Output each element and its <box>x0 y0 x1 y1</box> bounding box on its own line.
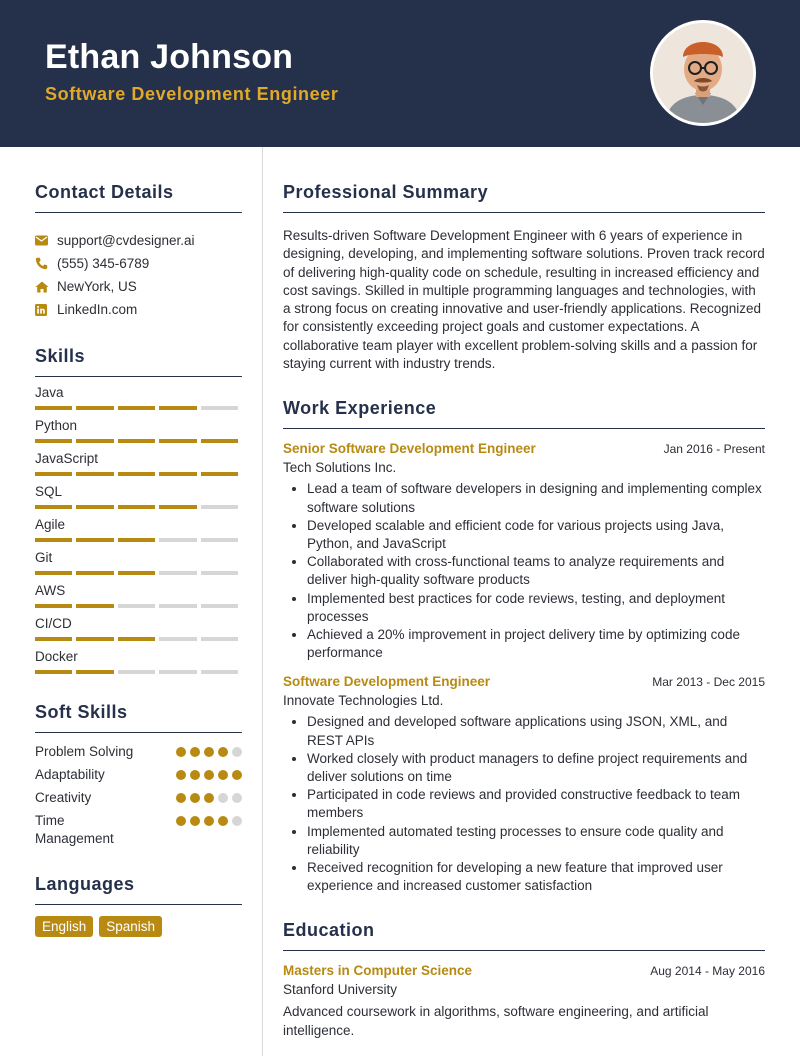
rating-dot <box>232 770 242 780</box>
skill-level-bar <box>35 670 242 674</box>
skill-level-segment <box>159 538 196 542</box>
rating-dot <box>218 793 228 803</box>
contact-email-text[interactable]: support@cvdesigner.ai <box>57 233 195 248</box>
skill-item <box>35 482 242 509</box>
profile-photo-image <box>653 23 753 123</box>
skill-level-segment <box>201 670 238 674</box>
education-heading: Education <box>283 920 765 951</box>
rating-dot <box>176 747 186 757</box>
soft-skill-rating <box>176 743 242 757</box>
phone-icon <box>35 257 57 270</box>
contact-phone-text: (555) 345-6789 <box>57 256 150 271</box>
skill-level-segment <box>76 538 113 542</box>
education-description: Advanced coursework in algorithms, software engineering, and artificial intelligence. <box>283 1004 709 1038</box>
skill-level-bar <box>35 472 242 476</box>
soft-skill-item <box>35 766 242 784</box>
languages-heading: Languages <box>35 874 242 905</box>
contact-location-text: NewYork, US <box>57 279 137 294</box>
profile-photo <box>650 20 756 126</box>
job-bullet: • Lead a team of software developers in designing and implementing complex software solutions <box>307 480 765 516</box>
skill-item <box>35 647 242 674</box>
envelope-icon <box>35 235 57 246</box>
column-divider <box>262 147 263 1056</box>
skill-level-segment <box>35 571 72 575</box>
soft-skill-rating <box>176 766 242 780</box>
job-bullets <box>283 480 765 662</box>
summary-heading: Professional Summary <box>283 182 765 213</box>
skill-level-segment <box>118 604 155 608</box>
skill-item <box>35 449 242 476</box>
skill-level-segment <box>76 571 113 575</box>
skill-item <box>35 614 242 641</box>
experience-section <box>283 398 765 895</box>
contact-phone <box>35 252 242 275</box>
education-date: Aug 2014 - May 2016 <box>650 964 765 979</box>
skill-item <box>35 515 242 542</box>
skill-level-segment <box>35 406 72 410</box>
soft-skills-section <box>35 702 242 848</box>
skill-level-segment <box>159 406 196 410</box>
job-bullet: • Received recognition for developing a new feature that improved user experience and increased customer satisfaction <box>307 859 765 895</box>
school-name: Stanford University <box>283 982 398 998</box>
job-bullet: • Designed and developed software applications using JSON, XML, and REST APIs <box>307 713 765 749</box>
skill-level-segment <box>159 505 196 509</box>
skill-level-segment <box>118 439 155 443</box>
skill-level-bar <box>35 439 242 443</box>
skill-level-bar <box>35 538 242 542</box>
skill-level-bar <box>35 505 242 509</box>
rating-dot <box>232 816 242 826</box>
skill-level-bar <box>35 604 242 608</box>
rating-dot <box>204 816 214 826</box>
job-bullets <box>283 713 765 895</box>
skill-level-segment <box>76 406 113 410</box>
job-company: Tech Solutions Inc. <box>283 460 397 476</box>
soft-skill-rating <box>176 789 242 803</box>
soft-skill-name: Creativity <box>35 790 92 805</box>
right-column <box>283 182 765 1040</box>
soft-skill-item <box>35 743 242 761</box>
skill-name: Java <box>35 385 64 400</box>
education-entry <box>283 963 765 1040</box>
skill-name: AWS <box>35 583 66 598</box>
skill-level-segment <box>159 472 196 476</box>
skill-level-segment <box>159 637 196 641</box>
soft-skill-name: Problem Solving <box>35 744 134 759</box>
experience-heading: Work Experience <box>283 398 765 429</box>
skill-level-segment <box>35 538 72 542</box>
skill-name: Git <box>35 550 53 565</box>
soft-skills-heading: Soft Skills <box>35 702 242 733</box>
skill-name: Python <box>35 418 78 433</box>
job-entry <box>283 674 765 895</box>
soft-skill-name: Adaptability <box>35 767 105 782</box>
skill-level-bar <box>35 571 242 575</box>
summary-text: Results-driven Software Development Engineer with 6 years of experience in designing, developing, and implementing software solutions. Proven track record of delivering high-quality code on schedule, resulting in increased efficiency and cost savings. Skilled in multiple programming languages and technologies, with a strong focus on creating innovative and user-friendly applications. Recognized for consistently exceeding project goals and customer expectations. A collaborative team player with excellent problem-solving skills and a passion for staying current with industry trends. <box>283 228 765 372</box>
rating-dot <box>204 770 214 780</box>
job-bullet: • Collaborated with cross-functional teams to analyze requirements and deliver high-quality software products <box>307 553 765 589</box>
job-company: Innovate Technologies Ltd. <box>283 693 444 709</box>
job-bullet: • Implemented automated testing processes to ensure code quality and reliability <box>307 823 765 859</box>
soft-skill-rating <box>176 812 242 826</box>
job-bullet: • Developed scalable and efficient code for various projects using Java, Python, and JavaScript <box>307 517 765 553</box>
skill-level-segment <box>118 571 155 575</box>
rating-dot <box>190 793 200 803</box>
skill-level-segment <box>76 472 113 476</box>
rating-dot <box>232 747 242 757</box>
job-bullet: • Worked closely with product managers to define project requirements and deliver solutions on time <box>307 750 765 786</box>
soft-skill-name: Time Management <box>35 813 114 846</box>
rating-dot <box>176 816 186 826</box>
resume-header <box>0 0 800 147</box>
rating-dot <box>218 770 228 780</box>
skill-level-segment <box>35 505 72 509</box>
language-tag: English <box>35 916 93 937</box>
skill-level-segment <box>201 406 238 410</box>
education-section <box>283 920 765 1040</box>
skill-level-segment <box>35 472 72 476</box>
job-bullet: • Achieved a 20% improvement in project delivery time by optimizing code performance <box>307 626 765 662</box>
skill-name: SQL <box>35 484 63 499</box>
home-icon <box>35 281 57 293</box>
job-date: Jan 2016 - Present <box>663 442 765 457</box>
job-title: Senior Software Development Engineer <box>283 441 536 457</box>
job-bullet: • Participated in code reviews and provided constructive feedback to team members <box>307 786 765 822</box>
soft-skills-list <box>35 743 242 848</box>
skill-level-segment <box>118 406 155 410</box>
skill-level-segment <box>76 604 113 608</box>
skills-section <box>35 346 242 674</box>
contact-email <box>35 229 242 252</box>
skill-level-segment <box>201 472 238 476</box>
skill-level-segment <box>76 670 113 674</box>
rating-dot <box>232 793 242 803</box>
language-tag: Spanish <box>99 916 162 937</box>
skill-level-segment <box>201 571 238 575</box>
job-bullet: • Implemented best practices for code reviews, testing, and deployment processes <box>307 590 765 626</box>
skill-item <box>35 383 242 410</box>
candidate-title: Software Development Engineer <box>45 84 339 104</box>
skill-level-segment <box>159 670 196 674</box>
skill-item <box>35 548 242 575</box>
skills-heading: Skills <box>35 346 242 377</box>
skill-level-segment <box>76 637 113 641</box>
skill-name: Agile <box>35 517 66 532</box>
skill-level-segment <box>35 637 72 641</box>
summary-section <box>283 182 765 373</box>
skill-level-segment <box>118 538 155 542</box>
contact-heading: Contact Details <box>35 182 242 213</box>
languages-section <box>35 874 242 937</box>
skill-level-segment <box>159 439 196 443</box>
skills-list <box>35 383 242 674</box>
job-date: Mar 2013 - Dec 2015 <box>652 675 765 690</box>
job-title: Software Development Engineer <box>283 674 491 690</box>
degree-title: Masters in Computer Science <box>283 963 473 979</box>
rating-dot <box>204 747 214 757</box>
rating-dot <box>190 770 200 780</box>
rating-dot <box>190 747 200 757</box>
skill-level-segment <box>118 670 155 674</box>
skill-level-bar <box>35 637 242 641</box>
skill-name: Docker <box>35 649 78 664</box>
soft-skill-item <box>35 812 242 848</box>
skill-level-segment <box>118 472 155 476</box>
skill-level-segment <box>35 604 72 608</box>
skill-level-segment <box>159 604 196 608</box>
skill-level-segment <box>118 637 155 641</box>
skill-level-segment <box>201 637 238 641</box>
skill-level-segment <box>118 505 155 509</box>
skill-level-segment <box>201 439 238 443</box>
skill-level-segment <box>35 439 72 443</box>
skill-item <box>35 581 242 608</box>
skill-item <box>35 416 242 443</box>
rating-dot <box>218 816 228 826</box>
skill-level-segment <box>159 571 196 575</box>
skill-level-segment <box>76 439 113 443</box>
languages-list <box>35 916 242 937</box>
skill-level-segment <box>35 670 72 674</box>
left-column <box>35 182 242 937</box>
skill-level-segment <box>201 538 238 542</box>
skill-level-segment <box>201 505 238 509</box>
candidate-name: Ethan Johnson <box>45 38 294 76</box>
skill-level-segment <box>201 604 238 608</box>
contact-location <box>35 275 242 298</box>
rating-dot <box>176 793 186 803</box>
contact-list <box>35 229 242 321</box>
rating-dot <box>204 793 214 803</box>
contact-linkedin-text[interactable]: LinkedIn.com <box>57 302 138 317</box>
skill-level-bar <box>35 406 242 410</box>
rating-dot <box>190 816 200 826</box>
linkedin-icon <box>35 304 57 316</box>
skill-level-segment <box>76 505 113 509</box>
soft-skill-item <box>35 789 242 807</box>
contact-section <box>35 182 242 321</box>
rating-dot <box>218 747 228 757</box>
job-entry <box>283 441 765 662</box>
skill-name: CI/CD <box>35 616 72 631</box>
contact-linkedin <box>35 298 242 321</box>
rating-dot <box>176 770 186 780</box>
skill-name: JavaScript <box>35 451 99 466</box>
